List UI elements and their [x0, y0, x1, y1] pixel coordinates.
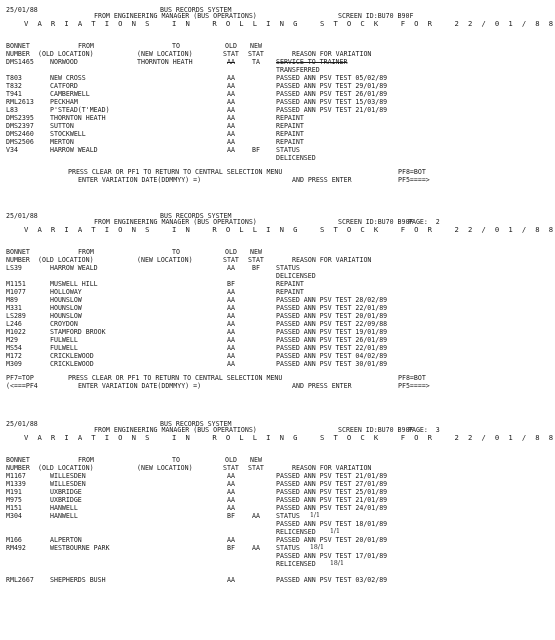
old-stat: BF	[227, 544, 235, 552]
footer-line-2	[0, 382, 465, 390]
variation-reason: STATUS	[276, 512, 300, 520]
old-stat: AA	[227, 480, 235, 488]
table-row	[0, 504, 465, 512]
variation-reason: STATUS	[276, 264, 300, 272]
bonnet-number: M166	[6, 536, 22, 544]
variation-reason: PASSED ANN PSV TEST 21/01/89	[276, 106, 388, 114]
old-location: HOUNSLOW	[50, 304, 82, 312]
bonnet-number: M304	[6, 512, 22, 520]
col-to: TO	[172, 248, 180, 256]
table-row	[0, 264, 465, 272]
old-stat: AA	[227, 90, 235, 98]
variation-reason: REPAINT	[276, 280, 304, 288]
footer-enter-date: ENTER VARIATION DATE(DDMMYY) =)	[78, 176, 202, 184]
table-row	[0, 560, 465, 568]
bonnet-number: T941	[6, 90, 22, 98]
old-location: PECKHAM	[50, 98, 78, 106]
variation-reason: PASSED ANN PSV TEST 22/09/88	[276, 320, 388, 328]
old-stat: AA	[227, 122, 235, 130]
variation-reason: PASSED ANN PSV TEST 04/02/89	[276, 352, 388, 360]
report-title	[0, 19, 555, 28]
variation-reason: DELICENSED	[276, 272, 316, 280]
footer-pf5: PF5====>	[398, 176, 430, 184]
old-stat: AA	[227, 472, 235, 480]
bonnet-number: L83	[6, 106, 18, 114]
col-new: NEW	[250, 42, 262, 50]
footer-press-enter: AND PRESS ENTER	[292, 176, 352, 184]
col-old: OLD	[225, 248, 237, 256]
old-location: HANWELL	[50, 512, 78, 520]
table-row	[0, 122, 465, 130]
old-stat: AA	[227, 344, 235, 352]
new-stat: TA	[252, 58, 260, 66]
bonnet-number: M172	[6, 352, 22, 360]
footer-pf7: PF7=TOP	[6, 374, 34, 382]
col-old-location: (OLD LOCATION)	[38, 256, 94, 264]
column-header-row-2	[0, 464, 465, 472]
new-stat: AA	[252, 544, 260, 552]
variation-reason: PASSED ANN PSV TEST 05/02/89	[276, 74, 388, 82]
bonnet-number: M151	[6, 504, 22, 512]
table-row	[0, 106, 465, 114]
report-date: 25/01/88	[6, 6, 38, 14]
old-stat: AA	[227, 288, 235, 296]
table-row	[0, 74, 465, 82]
old-stat: AA	[227, 130, 235, 138]
bonnet-number: M29	[6, 336, 18, 344]
old-stat: AA	[227, 58, 235, 66]
handwritten-note: 18/1	[310, 544, 324, 551]
column-header-row-2	[0, 50, 465, 58]
table-row	[0, 336, 465, 344]
footer-instruction: PRESS CLEAR OR PF1 TO RETURN TO CENTRAL SELECTION MENU	[68, 168, 283, 176]
bonnet-number: MS54	[6, 344, 22, 352]
old-location: HOLLOWAY	[50, 288, 82, 296]
old-location: HOUNSLOW	[50, 312, 82, 320]
table-row	[0, 328, 465, 336]
from-manager: FROM ENGINEERING MANAGER (BUS OPERATIONS)	[94, 426, 257, 434]
col-reason: REASON FOR VARIATION	[292, 464, 372, 472]
table-row	[0, 576, 465, 584]
screen-id: SCREEN ID:BU70 B90F	[338, 12, 414, 20]
bonnet-number: L246	[6, 320, 22, 328]
variation-reason: REPAINT	[276, 130, 304, 138]
page-number: PAGE: 2	[408, 218, 440, 226]
table-row	[0, 304, 465, 312]
variation-reason: PASSED ANN PSV TEST 17/01/89	[276, 552, 388, 560]
old-location: WILLESDEN	[50, 480, 86, 488]
column-header-row-1	[0, 42, 465, 50]
bonnet-number: M1077	[6, 288, 26, 296]
bonnet-number: M331	[6, 304, 22, 312]
col-old-stat: STAT	[223, 50, 239, 58]
table-row	[0, 360, 465, 368]
col-bonnet: BONNET	[6, 248, 30, 256]
variation-reason: PASSED ANN PSV TEST 22/01/89	[276, 304, 388, 312]
col-old-stat: STAT	[223, 464, 239, 472]
old-stat: AA	[227, 114, 235, 122]
table-row	[0, 98, 465, 106]
variation-reason: PASSED ANN PSV TEST 28/02/89	[276, 296, 388, 304]
old-location: HARROW WEALD	[50, 146, 98, 154]
old-stat: BF	[227, 512, 235, 520]
variation-reason: REPAINT	[276, 114, 304, 122]
report-title-text: V A R I A T I O N S I N R O L L I N G S T O C K F O R 2 2 / 0 1 / 8 8	[24, 225, 555, 234]
old-stat: AA	[227, 488, 235, 496]
col-number: NUMBER	[6, 464, 30, 472]
old-stat: AA	[227, 336, 235, 344]
footer-pf8: PF8=BOT	[398, 168, 426, 176]
col-old: OLD	[225, 42, 237, 50]
variation-reason: RELICENSED	[276, 528, 316, 536]
col-number: NUMBER	[6, 50, 30, 58]
table-row	[0, 90, 465, 98]
table-row	[0, 58, 465, 66]
col-new-location: (NEW LOCATION)	[137, 256, 193, 264]
handwritten-note: 18/1	[330, 560, 344, 567]
footer-line-2	[0, 176, 465, 184]
variation-reason: PASSED ANN PSV TEST 03/02/89	[276, 576, 388, 584]
old-stat: AA	[227, 576, 235, 584]
variation-reason: RELICENSED	[276, 560, 316, 568]
report-title	[0, 433, 555, 442]
col-bonnet: BONNET	[6, 42, 30, 50]
old-stat: AA	[227, 296, 235, 304]
column-header-row-1	[0, 456, 465, 464]
variation-reason: REPAINT	[276, 122, 304, 130]
new-stat: BF	[252, 264, 260, 272]
old-location: CAMBERWELL	[50, 90, 90, 98]
old-stat: AA	[227, 312, 235, 320]
old-location: SUTTON	[50, 122, 74, 130]
col-new-location: (NEW LOCATION)	[137, 50, 193, 58]
variation-reason: PASSED ANN PSV TEST 30/01/89	[276, 360, 388, 368]
col-new-stat: STAT	[248, 256, 264, 264]
new-location: THORNTON HEATH	[137, 58, 193, 66]
bonnet-number: M1339	[6, 480, 26, 488]
bonnet-number: T803	[6, 74, 22, 82]
screen-id: SCREEN ID:BU70 B90F	[338, 218, 414, 226]
bonnet-number: DMS2506	[6, 138, 34, 146]
variation-reason: PASSED ANN PSV TEST 21/01/89	[276, 496, 388, 504]
col-new-location: (NEW LOCATION)	[137, 464, 193, 472]
bonnet-number: DMS2460	[6, 130, 34, 138]
bonnet-number: DMS1465	[6, 58, 34, 66]
old-location: THORNTON HEATH	[50, 114, 106, 122]
variation-reason: PASSED ANN PSV TEST 29/01/89	[276, 82, 388, 90]
bonnet-number: M309	[6, 360, 22, 368]
old-location: CRICKLEWOOD	[50, 360, 94, 368]
old-stat: AA	[227, 98, 235, 106]
footer-press-enter: AND PRESS ENTER	[292, 382, 352, 390]
bonnet-number: RML2667	[6, 576, 34, 584]
old-location: P'STEAD(T'MEAD)	[50, 106, 110, 114]
table-row	[0, 472, 465, 480]
handwritten-note: 1/1	[310, 512, 320, 519]
old-location: STOCKWELL	[50, 130, 86, 138]
table-row	[0, 544, 465, 552]
col-bonnet: BONNET	[6, 456, 30, 464]
table-row	[0, 352, 465, 360]
old-location: WESTBOURNE PARK	[50, 544, 110, 552]
footer-enter-date: ENTER VARIATION DATE(DDMMYY) =)	[78, 382, 202, 390]
table-row	[0, 138, 465, 146]
footer-instruction: PRESS CLEAR OR PF1 TO RETURN TO CENTRAL SELECTION MENU	[68, 374, 283, 382]
column-header-row-2	[0, 256, 465, 264]
variation-reason: PASSED ANN PSV TEST 19/01/89	[276, 328, 388, 336]
table-row	[0, 146, 465, 154]
footer-pf5: PF5====>	[398, 382, 430, 390]
bonnet-number: M191	[6, 488, 22, 496]
bonnet-number: M89	[6, 296, 18, 304]
col-new: NEW	[250, 248, 262, 256]
col-old-location: (OLD LOCATION)	[38, 464, 94, 472]
old-location: HANWELL	[50, 504, 78, 512]
table-row	[0, 528, 465, 536]
table-row	[0, 520, 465, 528]
old-stat: AA	[227, 146, 235, 154]
variation-reason: PASSED ANN PSV TEST 26/01/89	[276, 336, 388, 344]
old-stat: AA	[227, 74, 235, 82]
table-row	[0, 488, 465, 496]
old-location: NEW CROSS	[50, 74, 86, 82]
bonnet-number: LS289	[6, 312, 26, 320]
table-row	[0, 496, 465, 504]
variation-reason: TRANSFERRED	[276, 66, 320, 74]
report-title	[0, 225, 555, 234]
footer-pf4: (<===PF4	[6, 382, 38, 390]
report-date: 25/01/88	[6, 420, 38, 428]
old-stat: AA	[227, 496, 235, 504]
old-stat: AA	[227, 536, 235, 544]
page-number: PAGE: 3	[408, 426, 440, 434]
col-old-location: (OLD LOCATION)	[38, 50, 94, 58]
old-location: FULWELL	[50, 344, 78, 352]
from-manager: FROM ENGINEERING MANAGER (BUS OPERATIONS)	[94, 12, 257, 20]
system-name: BUS RECORDS SYSTEM	[160, 212, 232, 220]
table-row	[0, 288, 465, 296]
old-location: UXBRIDGE	[50, 496, 82, 504]
from-manager: FROM ENGINEERING MANAGER (BUS OPERATIONS)	[94, 218, 257, 226]
report-date: 25/01/88	[6, 212, 38, 220]
table-row	[0, 312, 465, 320]
col-from: FROM	[78, 42, 94, 50]
old-location: MUSWELL HILL	[50, 280, 98, 288]
variation-reason: SERVICE TO TRAINER	[276, 58, 348, 66]
col-old-stat: STAT	[223, 256, 239, 264]
table-row	[0, 154, 465, 162]
bonnet-number: M1022	[6, 328, 26, 336]
col-number: NUMBER	[6, 256, 30, 264]
variation-reason: PASSED ANN PSV TEST 24/01/89	[276, 504, 388, 512]
bonnet-number: RM492	[6, 544, 26, 552]
bonnet-number: DMS2395	[6, 114, 34, 122]
old-location: ALPERTON	[50, 536, 82, 544]
old-stat: AA	[227, 328, 235, 336]
col-new-stat: STAT	[248, 50, 264, 58]
variation-reason: REPAINT	[276, 138, 304, 146]
old-location: CRICKLEWOOD	[50, 352, 94, 360]
table-row	[0, 568, 465, 576]
bonnet-number: LS39	[6, 264, 22, 272]
report-title-text: V A R I A T I O N S I N R O L L I N G S T O C K F O R 2 2 / 0 1 / 8 8	[24, 433, 555, 442]
system-name: BUS RECORDS SYSTEM	[160, 6, 232, 14]
table-row	[0, 114, 465, 122]
col-reason: REASON FOR VARIATION	[292, 50, 372, 58]
new-stat: AA	[252, 512, 260, 520]
variation-reason: PASSED ANN PSV TEST 27/01/89	[276, 480, 388, 488]
old-stat: AA	[227, 320, 235, 328]
report-title-text: V A R I A T I O N S I N R O L L I N G S T O C K F O R 2 2 / 0 1 / 8 8	[24, 19, 555, 28]
variation-reason: PASSED ANN PSV TEST 18/01/89	[276, 520, 388, 528]
old-stat: BF	[227, 280, 235, 288]
bonnet-number: M975	[6, 496, 22, 504]
old-stat: AA	[227, 504, 235, 512]
old-location: HARROW WEALD	[50, 264, 98, 272]
new-stat: BF	[252, 146, 260, 154]
variation-reason: REPAINT	[276, 288, 304, 296]
col-new: NEW	[250, 456, 262, 464]
old-location: CATFORD	[50, 82, 78, 90]
column-header-row-1	[0, 248, 465, 256]
bonnet-number: M1151	[6, 280, 26, 288]
variation-reason: PASSED ANN PSV TEST 20/01/89	[276, 536, 388, 544]
footer-line-1	[0, 168, 465, 176]
old-stat: AA	[227, 304, 235, 312]
col-from: FROM	[78, 248, 94, 256]
old-location: HOUNSLOW	[50, 296, 82, 304]
variation-reason: DELICENSED	[276, 154, 316, 162]
bonnet-number: DMS2397	[6, 122, 34, 130]
variation-reason: STATUS	[276, 544, 300, 552]
old-location: SHEPHERDS BUSH	[50, 576, 106, 584]
table-row	[0, 552, 465, 560]
old-stat: AA	[227, 360, 235, 368]
col-to: TO	[172, 42, 180, 50]
old-stat: AA	[227, 264, 235, 272]
variation-reason: PASSED ANN PSV TEST 26/01/89	[276, 90, 388, 98]
old-location: MERTON	[50, 138, 74, 146]
old-location: UXBRIDGE	[50, 488, 82, 496]
table-row	[0, 344, 465, 352]
bonnet-number: V34	[6, 146, 18, 154]
old-location: CROYDON	[50, 320, 78, 328]
table-row	[0, 480, 465, 488]
old-stat: AA	[227, 106, 235, 114]
old-location: WILLESDEN	[50, 472, 86, 480]
table-row	[0, 536, 465, 544]
old-location: STAMFORD BROOK	[50, 328, 106, 336]
variation-reason: PASSED ANN PSV TEST 22/01/89	[276, 344, 388, 352]
system-name: BUS RECORDS SYSTEM	[160, 420, 232, 428]
variation-reason: PASSED ANN PSV TEST 20/01/89	[276, 312, 388, 320]
old-stat: AA	[227, 138, 235, 146]
col-to: TO	[172, 456, 180, 464]
old-stat: AA	[227, 82, 235, 90]
table-row	[0, 82, 465, 90]
footer-line-1	[0, 374, 465, 382]
variation-reason: PASSED ANN PSV TEST 15/03/89	[276, 98, 388, 106]
old-stat: AA	[227, 352, 235, 360]
bonnet-number: M1167	[6, 472, 26, 480]
table-row	[0, 296, 465, 304]
col-reason: REASON FOR VARIATION	[292, 256, 372, 264]
screen-id: SCREEN ID:BU70 B90F	[338, 426, 414, 434]
table-row	[0, 320, 465, 328]
old-location: FULWELL	[50, 336, 78, 344]
col-new-stat: STAT	[248, 464, 264, 472]
variation-reason: PASSED ANN PSV TEST 25/01/89	[276, 488, 388, 496]
table-row	[0, 272, 465, 280]
table-row	[0, 66, 465, 74]
table-row	[0, 130, 465, 138]
variation-reason: STATUS	[276, 146, 300, 154]
footer-pf8: PF8=BOT	[398, 374, 426, 382]
old-location: NORWOOD	[50, 58, 78, 66]
col-from: FROM	[78, 456, 94, 464]
variation-reason: PASSED ANN PSV TEST 21/01/89	[276, 472, 388, 480]
table-row	[0, 512, 465, 520]
col-old: OLD	[225, 456, 237, 464]
table-row	[0, 280, 465, 288]
handwritten-note: 1/1	[330, 528, 340, 535]
bonnet-number: RML2613	[6, 98, 34, 106]
bonnet-number: T832	[6, 82, 22, 90]
